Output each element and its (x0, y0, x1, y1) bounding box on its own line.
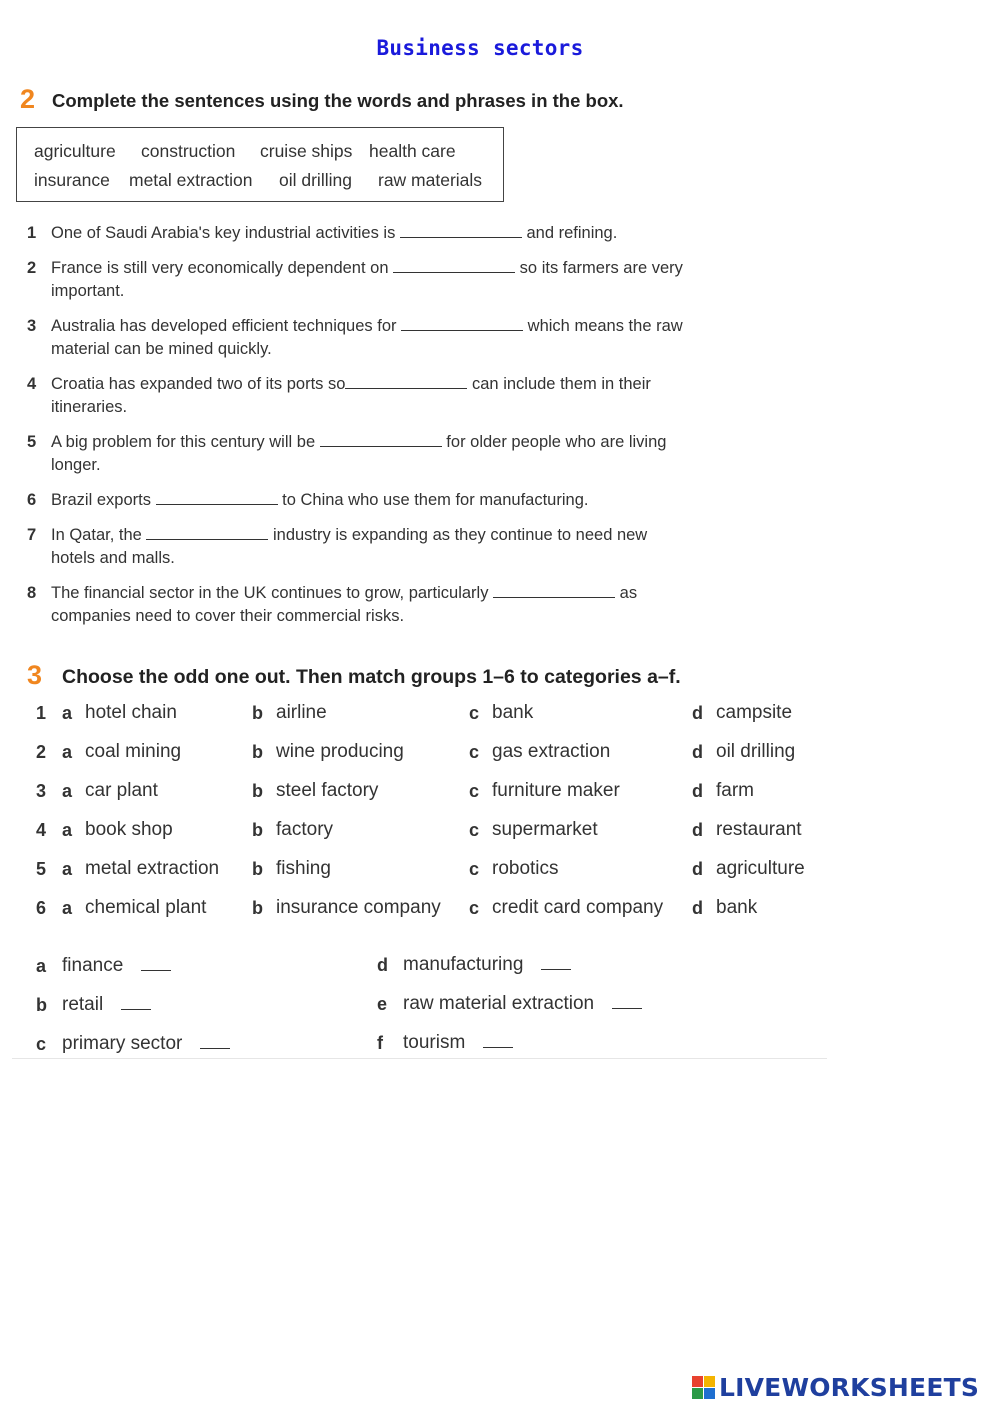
box-word: agriculture (34, 141, 116, 161)
sentence-number: 4 (27, 375, 37, 393)
sentence-text: as (615, 584, 638, 602)
box-word: oil drilling (279, 170, 352, 190)
sentence-text: which means the raw (523, 317, 683, 335)
answer-blank[interactable] (156, 489, 278, 505)
sentence-text: can include them in their (467, 375, 651, 393)
box-word: construction (141, 141, 236, 161)
sentence-text: The financial sector in the UK continues to grow, particularly (51, 584, 494, 602)
category-letter: e (377, 994, 388, 1014)
category-letter: a (36, 956, 47, 976)
category-item (403, 1032, 513, 1054)
option-letter: a (62, 742, 73, 762)
option-letter: d (692, 820, 703, 840)
sentence-text: hotels and malls. (51, 549, 175, 567)
group-option[interactable]: bank (716, 897, 758, 918)
sentence-text: One of Saudi Arabia's key industrial activities is (51, 224, 400, 242)
exercise-3-number: 3 (27, 660, 43, 690)
group-option[interactable]: robotics (492, 858, 559, 879)
exercise-2-instruction: Complete the sentences using the words and phrases in the box. (52, 90, 624, 111)
sentence-text: Croatia has expanded two of its ports so (51, 375, 346, 393)
category-label: primary sector (62, 1033, 183, 1054)
sentence-number: 7 (27, 526, 37, 544)
box-word: insurance (34, 170, 110, 190)
sentence-number: 3 (27, 317, 37, 335)
footer-brand (692, 1372, 979, 1402)
category-letter: c (36, 1034, 47, 1054)
group-number: 6 (36, 898, 47, 918)
group-number: 4 (36, 820, 47, 840)
group-option[interactable]: factory (276, 819, 334, 840)
option-letter: c (469, 859, 480, 879)
category-label: finance (62, 955, 124, 976)
box-word: cruise ships (260, 141, 353, 161)
option-letter: d (692, 859, 703, 879)
answer-blank[interactable] (320, 431, 442, 447)
category-answer-blank[interactable] (200, 1034, 230, 1049)
answer-blank[interactable] (345, 373, 467, 389)
category-letter: f (377, 1033, 383, 1053)
group-option[interactable]: restaurant (716, 819, 802, 840)
category-label: manufacturing (403, 954, 524, 975)
group-option[interactable]: supermarket (492, 819, 598, 840)
category-letter: b (36, 995, 47, 1015)
option-letter: b (252, 703, 263, 723)
page-title: Business sectors (376, 36, 584, 60)
group-option[interactable]: chemical plant (85, 897, 207, 918)
category-item (62, 994, 151, 1016)
group-option[interactable]: oil drilling (716, 741, 796, 762)
sentence-text: Australia has developed efficient techniques for (51, 317, 402, 335)
group-option[interactable]: fishing (276, 858, 331, 879)
category-item (403, 954, 571, 976)
option-letter: b (252, 859, 263, 879)
group-number: 2 (36, 742, 47, 762)
group-option[interactable]: credit card company (492, 897, 664, 918)
sentence-text: material can be mined quickly. (51, 340, 272, 358)
answer-blank[interactable] (400, 222, 522, 238)
group-option[interactable]: agriculture (716, 858, 805, 879)
group-option[interactable]: bank (492, 702, 534, 723)
group-option[interactable]: metal extraction (85, 858, 220, 879)
sentence-text: itineraries. (51, 398, 128, 416)
option-letter: c (469, 703, 480, 723)
sentence-text: so its farmers are very (515, 259, 683, 277)
box-word: raw materials (378, 170, 483, 190)
category-answer-blank[interactable] (121, 995, 151, 1010)
box-word: metal extraction (129, 170, 253, 190)
answer-blank[interactable] (493, 582, 615, 598)
sentence-text: for older people who are living (441, 433, 667, 451)
group-option[interactable]: wine producing (276, 741, 404, 762)
option-letter: b (252, 781, 263, 801)
group-number: 3 (36, 781, 47, 801)
sentence-number: 1 (27, 224, 37, 242)
sentence-text: France is still very economically dependent on (51, 259, 394, 277)
group-option[interactable]: coal mining (85, 741, 182, 762)
sentence-text: In Qatar, the (51, 526, 147, 544)
option-letter: a (62, 820, 73, 840)
category-label: retail (62, 994, 104, 1015)
group-option[interactable]: hotel chain (85, 702, 177, 723)
option-letter: b (252, 742, 263, 762)
sentence-number: 5 (27, 433, 37, 451)
exercise-2-number: 2 (20, 84, 36, 114)
sentence-number: 6 (27, 491, 37, 509)
group-option[interactable]: car plant (85, 780, 158, 801)
sentence-text: A big problem for this century will be (51, 433, 320, 451)
divider (12, 1058, 827, 1059)
option-letter: a (62, 703, 73, 723)
category-item (403, 993, 642, 1015)
option-letter: b (252, 898, 263, 918)
group-option[interactable]: steel factory (276, 780, 379, 801)
option-letter: a (62, 781, 73, 801)
option-letter: d (692, 781, 703, 801)
group-option[interactable]: insurance company (276, 897, 441, 918)
sentence-text: longer. (51, 456, 101, 474)
answer-blank[interactable] (393, 257, 515, 273)
sentence-text: important. (51, 282, 125, 300)
category-label: tourism (403, 1032, 466, 1053)
category-answer-blank[interactable] (612, 994, 642, 1009)
option-letter: c (469, 898, 480, 918)
option-letter: c (469, 742, 480, 762)
option-letter: a (62, 898, 73, 918)
group-number: 5 (36, 859, 47, 879)
group-option[interactable]: gas extraction (492, 741, 611, 762)
answer-blank[interactable] (146, 524, 268, 540)
option-letter: d (692, 898, 703, 918)
group-option[interactable]: campsite (716, 702, 793, 723)
sentence-text: companies need to cover their commercial risks. (51, 607, 405, 625)
sentence-number: 8 (27, 584, 37, 602)
option-letter: c (469, 781, 480, 801)
sentence-text: Brazil exports (51, 491, 156, 509)
option-letter: a (62, 859, 73, 879)
group-number: 1 (36, 703, 47, 723)
sentence-number: 2 (27, 259, 37, 277)
group-option[interactable]: book shop (85, 819, 173, 840)
sentence-text: industry is expanding as they continue to need new (268, 526, 648, 544)
option-letter: d (692, 742, 703, 762)
category-answer-blank[interactable] (141, 956, 171, 971)
sentence-text: to China who use them for manufacturing. (277, 491, 589, 509)
sentence-text: and refining. (521, 224, 618, 242)
answer-blank[interactable] (401, 315, 523, 331)
group-option[interactable]: furniture maker (492, 780, 620, 801)
option-letter: d (692, 703, 703, 723)
category-item (62, 955, 171, 977)
brand-name: LIVEWORKSHEETS (719, 1372, 980, 1402)
liveworksheets-logo-icon (692, 1376, 715, 1399)
category-letter: d (377, 955, 388, 975)
option-letter: b (252, 820, 263, 840)
category-label: raw material extraction (403, 993, 595, 1014)
option-letter: c (469, 820, 480, 840)
box-word: health care (369, 141, 456, 161)
category-answer-blank[interactable] (483, 1033, 513, 1048)
exercise-3-instruction: Choose the odd one out. Then match groups 1–6 to categories a–f. (62, 666, 681, 688)
group-option[interactable]: farm (716, 780, 754, 801)
category-answer-blank[interactable] (541, 955, 571, 970)
category-item (62, 1033, 230, 1055)
group-option[interactable]: airline (276, 702, 327, 723)
word-box (16, 127, 504, 202)
